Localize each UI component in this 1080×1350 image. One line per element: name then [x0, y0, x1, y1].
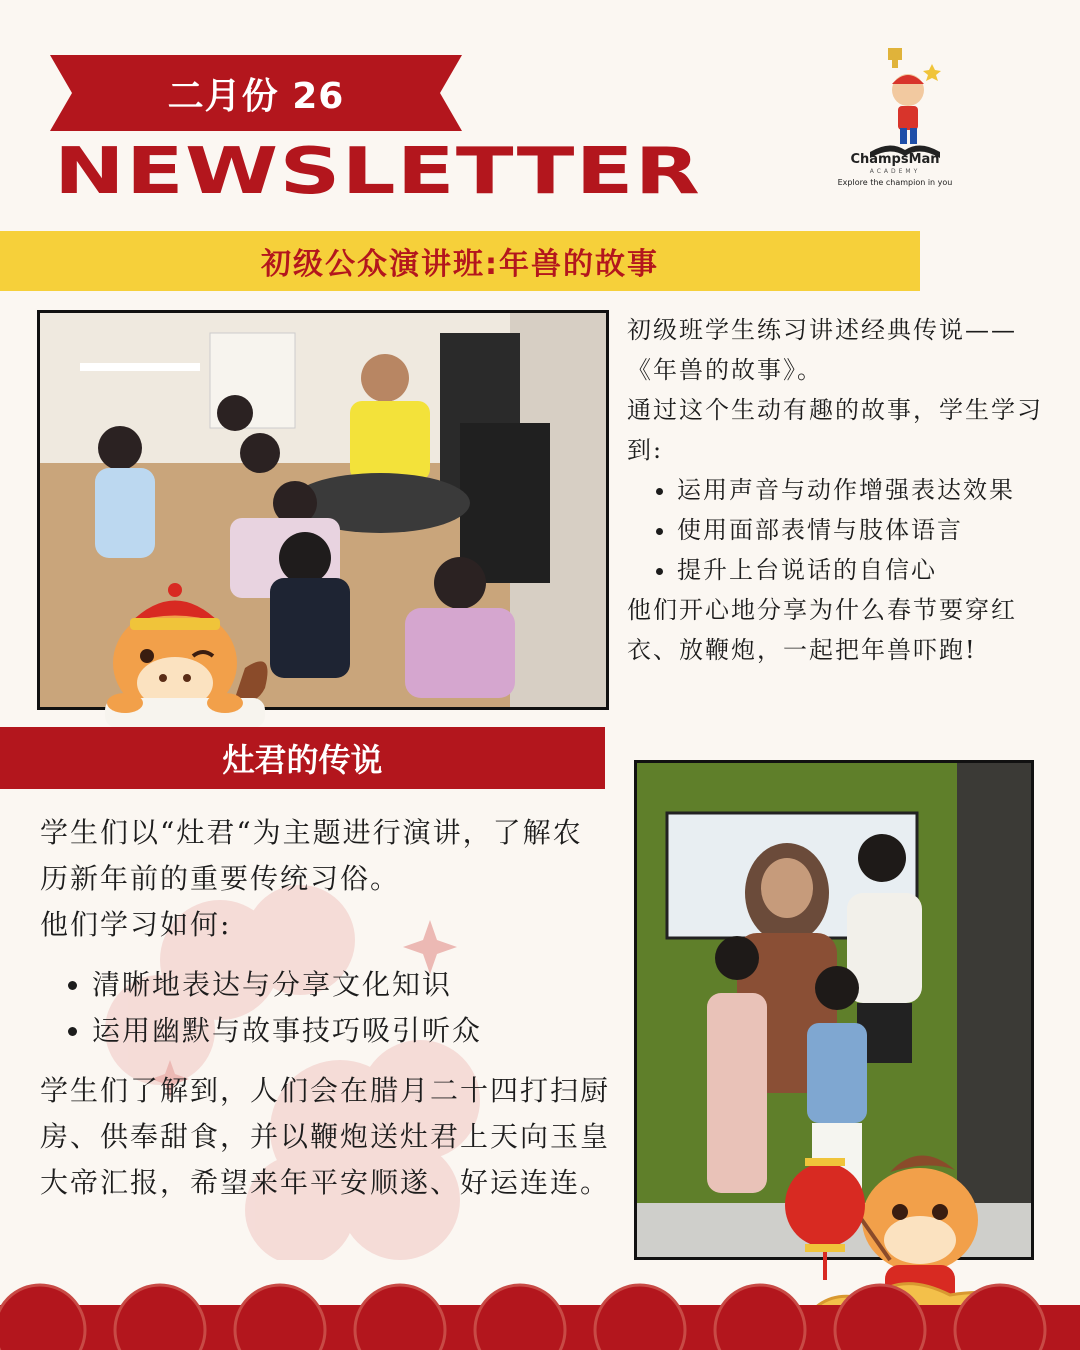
wave-border — [0, 1275, 1080, 1350]
list-item: • 运用声音与动作增强表达效果 — [677, 470, 1047, 510]
logo-tagline: Explore the champion in you — [837, 178, 953, 187]
section2-bar — [0, 727, 605, 789]
issue-label: 二月份 26 — [167, 75, 345, 117]
list-item: • 清晰地表达与分享文化知识 — [92, 962, 610, 1008]
logo-name: ChampsMan — [850, 152, 940, 167]
section1-bar — [0, 231, 920, 291]
list-item: • 运用幽默与故事技巧吸引听众 — [92, 1008, 610, 1054]
section2-title: 灶君的传说 — [222, 741, 383, 779]
horse-mascot-icon — [95, 578, 275, 728]
section2-list — [40, 962, 610, 1054]
logo-sub: ACADEMY — [869, 168, 921, 175]
list-item: • 提升上台说话的自信心 — [677, 550, 1047, 590]
section1-list — [627, 470, 1047, 590]
section1-closing: 他们开心地分享为什么春节要穿红衣、放鞭炮，一起把年兽吓跑! — [627, 596, 1017, 664]
list-item: • 使用面部表情与肢体语言 — [677, 510, 1047, 550]
section1-intro: 初级班学生练习讲述经典传说——《年兽的故事》。 — [627, 316, 1017, 384]
section2-intro: 学生们以“灶君“为主题进行演讲，了解农历新年前的重要传统习俗。 — [40, 816, 583, 895]
newsletter-title: NEWSLETTER — [54, 135, 702, 209]
section2-closing: 学生们了解到，人们会在腊月二十四打扫厨房、供奉甜食，并以鞭炮送灶君上天向玉皇大帝汇报，希望来年平安顺遂、好运连连。 — [40, 1074, 611, 1199]
section1-title: 初级公众演讲班:年兽的故事 — [261, 247, 659, 282]
section2-lead: 他们学习如何: — [40, 908, 232, 941]
section1-body — [627, 310, 1047, 670]
section2-body — [40, 810, 610, 1206]
section1-lead: 通过这个生动有趣的故事，学生学习到: — [627, 396, 1043, 464]
